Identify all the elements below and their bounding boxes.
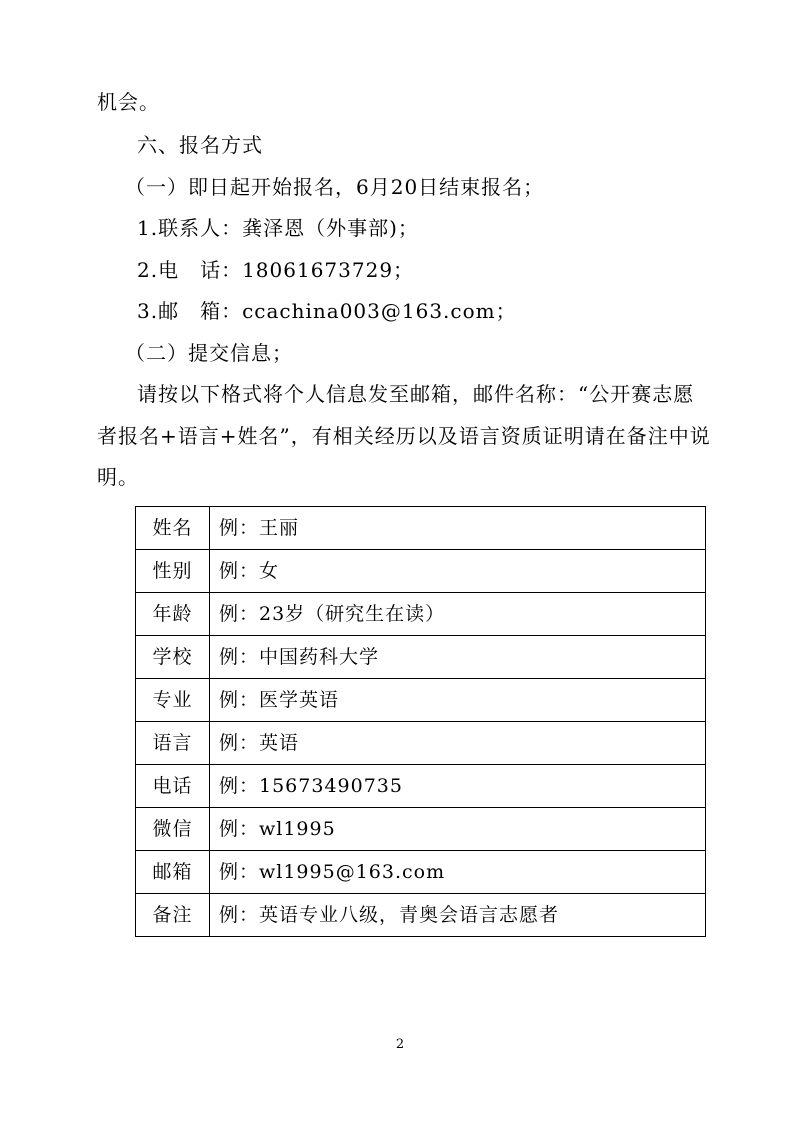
table-row bbox=[136, 679, 706, 722]
instruction-paragraph-line-3: 明。 bbox=[97, 465, 139, 489]
table-row bbox=[136, 722, 706, 765]
table-row bbox=[136, 808, 706, 851]
field-example-value: 例：王丽 bbox=[210, 507, 706, 550]
table-row bbox=[136, 894, 706, 937]
subsection-submit-info: （二）提交信息； bbox=[125, 341, 293, 365]
field-label: 邮箱 bbox=[136, 851, 210, 894]
field-example-value: 例：英语 bbox=[210, 722, 706, 765]
table-row bbox=[136, 636, 706, 679]
subsection-registration-period: （一）即日起开始报名，6月20日结束报名； bbox=[125, 175, 545, 199]
registration-form-table bbox=[135, 506, 706, 937]
instruction-paragraph-line-2: 者报名+语言+姓名”，有相关经历以及语言资质证明请在备注中说 bbox=[97, 424, 711, 448]
field-example-value: 例：医学英语 bbox=[210, 679, 706, 722]
table-row bbox=[136, 507, 706, 550]
instruction-paragraph-line-1: 请按以下格式将个人信息发至邮箱，邮件名称：“公开赛志愿 bbox=[137, 382, 695, 406]
field-label: 备注 bbox=[136, 894, 210, 937]
field-label: 年龄 bbox=[136, 593, 210, 636]
field-label: 性别 bbox=[136, 550, 210, 593]
field-label: 微信 bbox=[136, 808, 210, 851]
contact-phone-line: 2.电 话：18061673729； bbox=[137, 258, 415, 282]
field-label: 电话 bbox=[136, 765, 210, 808]
field-example-value: 例：女 bbox=[210, 550, 706, 593]
field-label: 学校 bbox=[136, 636, 210, 679]
field-example-value: 例：15673490735 bbox=[210, 765, 706, 808]
table-row bbox=[136, 550, 706, 593]
field-label: 语言 bbox=[136, 722, 210, 765]
field-example-value: 例：英语专业八级，青奥会语言志愿者 bbox=[210, 894, 706, 937]
contact-person-line: 1.联系人：龚泽恩（外事部)； bbox=[137, 216, 419, 240]
table-row bbox=[136, 593, 706, 636]
field-label: 姓名 bbox=[136, 507, 210, 550]
contact-email-line: 3.邮 箱：ccachina003@163.com； bbox=[137, 299, 517, 323]
paragraph-continuation: 机会。 bbox=[97, 90, 160, 114]
field-label: 专业 bbox=[136, 679, 210, 722]
field-example-value: 例：中国药科大学 bbox=[210, 636, 706, 679]
page-number: 2 bbox=[395, 1037, 405, 1052]
table-row bbox=[136, 851, 706, 894]
section-heading-registration: 六、报名方式 bbox=[137, 133, 263, 157]
field-example-value: 例：23岁（研究生在读） bbox=[210, 593, 706, 636]
table-row bbox=[136, 765, 706, 808]
field-example-value: 例：wl1995@163.com bbox=[210, 851, 706, 894]
field-example-value: 例：wl1995 bbox=[210, 808, 706, 851]
